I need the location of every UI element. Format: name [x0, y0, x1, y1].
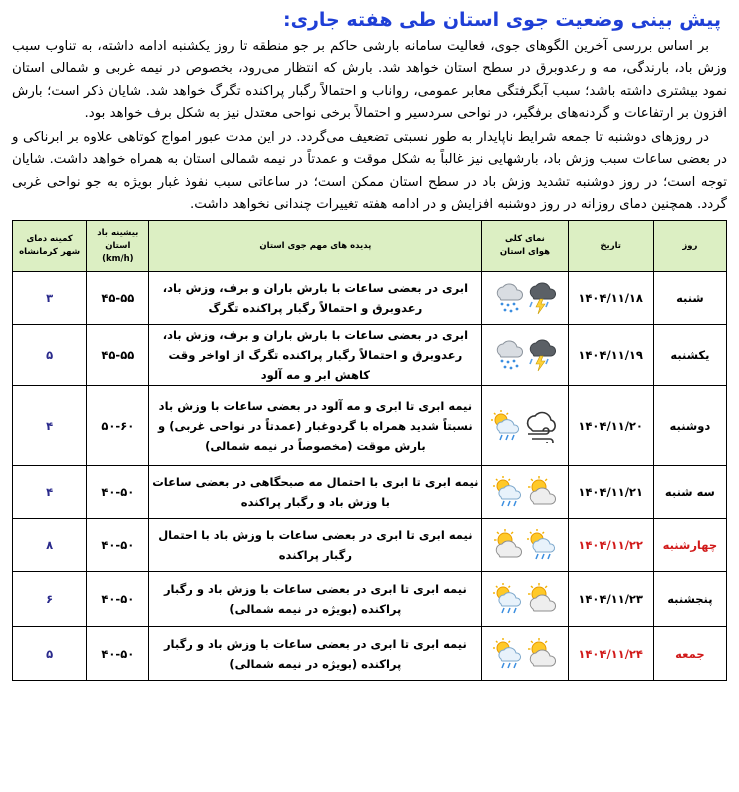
weather-icons-cell — [482, 627, 568, 681]
table-header-row — [13, 221, 727, 272]
header-wind: بیشینه باد استان (km/h) — [87, 221, 149, 272]
paragraph-1: بر اساس بررسی آخرین الگوهای جوی، فعالیت سامانه بارشی حاکم بر جو منطقه تا روز یکشنبه ادامه داشته، به تناوب سبب وزش باد، بارندگی، مه و رعدوبرق در سطح استان خواهد شد. بارش که انتظار می‌رود، بخصوص در نیمه غربی و شمالی استان نمود بیشتری داشته باشد؛ سبب آبگرفتگی معابر عمومی، رواناب و احتمالاً رگبار پراکنده تگرگ خواهد شد. شایان ذکر است؛ بارش افزون بر ارتفاعات و گردنه‌های برفگیر، در نواحی سردسیر و احتمالاً برخی نواحی معتدل نیز به شکل برف خواهد بود. — [12, 39, 727, 121]
min-temp-cell: ۳ — [13, 272, 87, 325]
phenomena-cell: نیمه ابری تا ابری در بعضی ساعات با وزش باد و رگبار پراکنده (بویژه در نیمه شمالی) — [149, 572, 482, 627]
sun-cloud-icon — [492, 528, 524, 562]
phenomena-cell: نیمه ابری تا ابری با احتمال مه صبحگاهی در بعضی ساعات با وزش باد و رگبار پراکنده — [149, 466, 482, 519]
weather-icons-cell — [482, 386, 568, 466]
header-day: روز — [653, 221, 726, 272]
sun-rain-icon — [492, 582, 524, 616]
table-row — [13, 325, 727, 386]
storm-cloud-icon — [526, 338, 556, 372]
date-cell: ۱۴۰۴/۱۱/۲۰ — [568, 386, 653, 466]
date-cell: ۱۴۰۴/۱۱/۲۳ — [568, 572, 653, 627]
weather-icons-cell — [482, 466, 568, 519]
min-temp-cell: ۶ — [13, 572, 87, 627]
date-cell: ۱۴۰۴/۱۱/۲۴ — [568, 627, 653, 681]
sun-rain-icon — [492, 637, 524, 671]
wind-cell: ۴۰-۵۰ — [87, 466, 149, 519]
date-cell: ۱۴۰۴/۱۱/۲۱ — [568, 466, 653, 519]
phenomena-cell: ابری در بعضی ساعات با بارش باران و برف، وزش باد، رعدوبرق و احتمالاً رگبار پراکنده تگرگ — [149, 272, 482, 325]
rain-snow-icon — [494, 281, 524, 315]
weather-icons-cell — [482, 325, 568, 386]
table-row — [13, 572, 727, 627]
sun-rain-icon — [490, 409, 522, 443]
min-temp-cell: ۴ — [13, 466, 87, 519]
phenomena-cell: نیمه ابری تا ابری در بعضی ساعات با وزش باد و رگبار پراکنده (بویژه در نیمه شمالی) — [149, 627, 482, 681]
page-title: پیش بینی وضعیت جوی استان طی هفته جاری: — [282, 9, 721, 31]
storm-cloud-icon — [526, 281, 556, 315]
min-temp-cell: ۴ — [13, 386, 87, 466]
min-temp-cell: ۵ — [13, 325, 87, 386]
sun-cloud-icon — [526, 475, 558, 509]
table-row — [13, 519, 727, 572]
header-view: نمای کلی هوای استان — [482, 221, 568, 272]
table-row — [13, 272, 727, 325]
day-cell: سه شنبه — [653, 466, 726, 519]
sun-cloud-icon — [526, 582, 558, 616]
wind-cell: ۴۰-۵۰ — [87, 519, 149, 572]
phenomena-cell: نیمه ابری تا ابری در بعضی ساعات با وزش باد با احتمال رگبار پراکنده — [149, 519, 482, 572]
wind-cell: ۴۰-۵۰ — [87, 572, 149, 627]
min-temp-cell: ۸ — [13, 519, 87, 572]
day-cell: یکشنبه — [653, 325, 726, 386]
forecast-table — [12, 220, 727, 681]
wind-cell: ۴۵-۵۵ — [87, 325, 149, 386]
header-temp: کمینه دمای شهر کرمانشاه — [13, 221, 87, 272]
day-cell: چهارشنبه — [653, 519, 726, 572]
wind-cell: ۴۰-۵۰ — [87, 627, 149, 681]
day-cell: دوشنبه — [653, 386, 726, 466]
rain-snow-icon — [494, 338, 524, 372]
table-row — [13, 627, 727, 681]
header-date: تاریخ — [568, 221, 653, 272]
weather-icons-cell — [482, 272, 568, 325]
sun-rain-icon — [492, 475, 524, 509]
phenomena-cell: ابری در بعضی ساعات با بارش باران و برف، وزش باد، رعدوبرق و احتمالاً رگبار پراکنده تگرگ از اواخر وقت کاهش ابر و مه آلود — [149, 325, 482, 386]
weather-icons-cell — [482, 519, 568, 572]
header-phenomena: پدیده های مهم جوی استان — [149, 221, 482, 272]
day-cell: شنبه — [653, 272, 726, 325]
day-cell: جمعه — [653, 627, 726, 681]
wind-cloud-icon — [524, 409, 560, 443]
date-cell: ۱۴۰۴/۱۱/۱۹ — [568, 325, 653, 386]
sun-cloud-icon — [526, 637, 558, 671]
table-row — [13, 386, 727, 466]
weather-icons-cell — [482, 572, 568, 627]
day-cell: پنجشنبه — [653, 572, 726, 627]
wind-cell: ۴۵-۵۵ — [87, 272, 149, 325]
min-temp-cell: ۵ — [13, 627, 87, 681]
sun-rain-icon — [526, 528, 558, 562]
wind-cell: ۵۰-۶۰ — [87, 386, 149, 466]
forecast-rows — [13, 272, 727, 681]
date-cell: ۱۴۰۴/۱۱/۲۲ — [568, 519, 653, 572]
date-cell: ۱۴۰۴/۱۱/۱۸ — [568, 272, 653, 325]
phenomena-cell: نیمه ابری تا ابری و مه آلود در بعضی ساعات با وزش باد نسبتاً شدید همراه با گردوغبار (عمدتاً در نواحی غربی) و بارش موقت (مخصوصاً در نیمه شمالی) — [149, 386, 482, 466]
table-row — [13, 466, 727, 519]
paragraph-2: در روزهای دوشنبه تا جمعه شرایط ناپایدار به طور نسبتی تضعیف می‌گردد. در این مدت عبور امواج کوتاهی علاوه بر ابرناکی و در بعضی ساعات سبب وزش باد، بارشهایی نیز غالباً به شکل موقت و عمدتاً در نیمه شمالی استان به همراه خواهد داشت. شایان توجه است؛ در روز دوشنبه تشدید وزش باد در سطح استان ممکن است؛ در ساعاتی سبب نفوذ غبار بویژه به جو نواحی غربی گردد. همچنین دمای روزانه در روز دوشنبه افزایش و در ادامه هفته تغییرات چندانی نخواهد داشت. — [12, 130, 727, 213]
